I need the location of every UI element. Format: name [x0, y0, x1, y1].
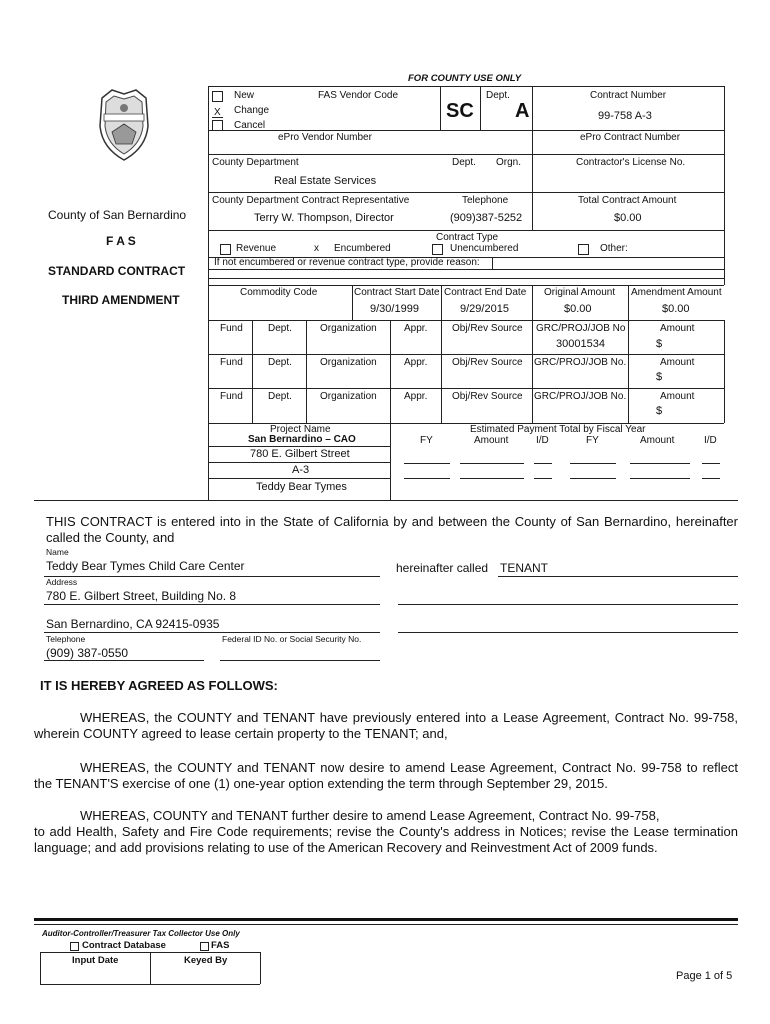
paragraph-3a: WHEREAS, COUNTY and TENANT further desire to amend Lease Agreement, Contract No. 99-758, — [80, 808, 660, 823]
unencumbered-label: Unencumbered — [450, 243, 519, 254]
change-label: Change — [234, 105, 270, 116]
project-a3: A-3 — [292, 464, 310, 476]
start-date-label: Contract Start Date — [354, 287, 440, 298]
tenant-value: TENANT — [500, 561, 548, 575]
amount-label: Amount — [474, 435, 509, 446]
keyed-by-label: Keyed By — [184, 955, 228, 966]
end-date-value: 9/29/2015 — [460, 303, 509, 315]
input-date-label: Input Date — [72, 955, 119, 966]
encumbered-label: Encumbered — [334, 243, 391, 254]
address-value: 780 E. Gilbert Street, Building No. 8 — [46, 589, 237, 603]
address-label: Address — [46, 577, 78, 587]
sc-value: SC — [446, 100, 474, 122]
new-label: New — [234, 90, 255, 101]
paragraph-3b: to add Health, Safety and Fire Code requirements; revise the County's address in Notices; revise the Lease termination language; and add provisions relating to use of the American Recovery and Reinvestment Act of 2009 funds. — [34, 824, 738, 855]
fas-vendor-code-label: FAS Vendor Code — [318, 90, 399, 101]
paragraph-2: WHEREAS, the COUNTY and TENANT now desire to amend Lease Agreement, Contract No. 99-758 to reflect the TENANT'S exercise of one (1) one-year option extending the term through September 29, 2015. — [34, 760, 738, 791]
page-number: Page 1 of 5 — [676, 970, 733, 982]
cancel-label: Cancel — [234, 120, 266, 131]
id-label-2: I/D — [704, 435, 717, 446]
other-label: Other: — [600, 243, 628, 254]
revenue-label: Revenue — [236, 243, 277, 254]
orgn-label: Orgn. — [496, 157, 522, 168]
amendment-amount-value: $0.00 — [662, 303, 690, 315]
unencumbered-checkbox[interactable] — [432, 244, 443, 255]
change-mark: X — [214, 107, 221, 118]
encumbered-mark: x — [314, 243, 319, 254]
amendment-amount-label: Amendment Amount — [631, 287, 722, 298]
agreed-heading: IT IS HEREBY AGREED AS FOLLOWS: — [40, 678, 278, 693]
name-label: Name — [46, 547, 69, 557]
project-name-value: San Bernardino – CAO — [248, 434, 356, 445]
contract-number-value: 99-758 A-3 — [598, 110, 652, 122]
fas-label: F A S — [106, 234, 136, 248]
project-address: 780 E. Gilbert Street — [250, 448, 350, 460]
est-payment-label: Estimated Payment Total by Fiscal Year — [470, 424, 646, 435]
original-amount-value: $0.00 — [564, 303, 592, 315]
contractor-license-label: Contractor's License No. — [576, 157, 686, 168]
fas-footer-label: FAS — [211, 940, 230, 951]
total-value: $0.00 — [614, 212, 642, 224]
id-label: I/D — [536, 435, 549, 446]
epro-vendor-label: ePro Vendor Number — [278, 132, 372, 143]
rep-value: Terry W. Thompson, Director — [254, 212, 394, 224]
dept-label: Dept. — [486, 90, 510, 101]
fy-label-2: FY — [586, 435, 599, 446]
hereinafter-label: hereinafter called — [396, 561, 489, 575]
fas-checkbox[interactable] — [200, 942, 209, 951]
fy-label: FY — [420, 435, 433, 446]
reason-label: If not encumbered or revenue contract type, provide reason: — [214, 257, 480, 268]
fedid-label: Federal ID No. or Social Security No. — [222, 634, 362, 644]
county-use-only: FOR COUNTY USE ONLY — [408, 73, 522, 84]
city-value: San Bernardino, CA 92415-0935 — [46, 617, 220, 631]
project-name-label: Project Name — [270, 424, 331, 435]
total-label: Total Contract Amount — [578, 195, 677, 206]
cancel-checkbox[interactable] — [212, 120, 223, 131]
contract-number-label: Contract Number — [590, 90, 667, 101]
revenue-checkbox[interactable] — [220, 244, 231, 255]
name-value: Teddy Bear Tymes Child Care Center — [46, 559, 245, 573]
contract-type-label: Contract Type — [436, 232, 499, 243]
commodity-label: Commodity Code — [240, 287, 318, 298]
amount-label-2: Amount — [640, 435, 675, 446]
end-date-label: Contract End Date — [444, 287, 527, 298]
start-date-value: 9/30/1999 — [370, 303, 419, 315]
other-checkbox[interactable] — [578, 244, 589, 255]
dept-value: A — [515, 100, 530, 122]
project-tenant: Teddy Bear Tymes — [256, 481, 347, 493]
contract-db-label: Contract Database — [82, 940, 166, 951]
rep-label: County Department Contract Representative — [212, 195, 410, 206]
county-department-label: County Department — [212, 157, 299, 168]
amendment-label: THIRD AMENDMENT — [62, 293, 180, 307]
contract-db-checkbox[interactable] — [70, 942, 79, 951]
county-name: County of San Bernardino — [48, 208, 187, 222]
department-value: Real Estate Services — [274, 175, 377, 187]
dept2-label: Dept. — [452, 157, 476, 168]
body-telephone-value: (909) 387-0550 — [46, 646, 129, 660]
county-seal — [90, 86, 158, 164]
auditor-label: Auditor-Controller/Treasurer Tax Collector Use Only — [42, 929, 240, 938]
epro-contract-label: ePro Contract Number — [580, 132, 681, 143]
standard-contract-label: STANDARD CONTRACT — [48, 264, 186, 278]
new-checkbox[interactable] — [212, 91, 223, 102]
intro-text: THIS CONTRACT is entered into in the State of California by and between the County of San Bernardino, hereinafter called the County, and — [46, 514, 738, 545]
telephone-label: Telephone — [462, 195, 509, 206]
paragraph-1: WHEREAS, the COUNTY and TENANT have previously entered into a Lease Agreement, Contract No. 99-758, wherein COUNTY agreed to lease certain property to the TENANT; and, — [34, 710, 738, 741]
telephone-value: (909)387-5252 — [450, 212, 523, 224]
body-telephone-label: Telephone — [46, 634, 86, 644]
original-amount-label: Original Amount — [544, 287, 616, 298]
